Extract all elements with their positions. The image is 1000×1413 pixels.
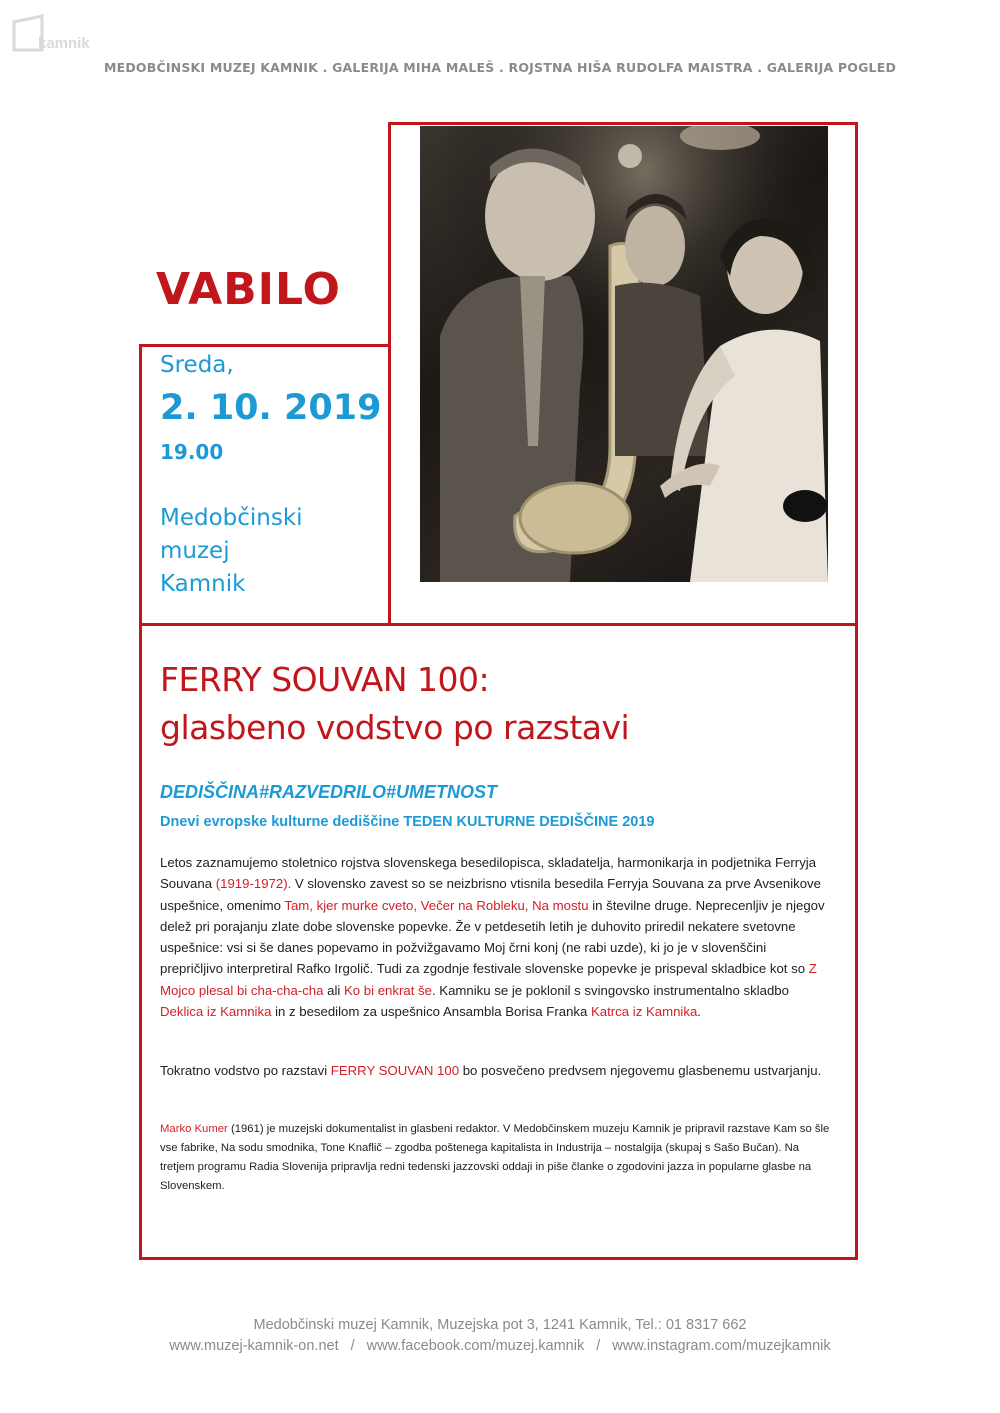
invitation-heading: VABILO xyxy=(156,264,341,315)
event-title-line1: FERRY SOUVAN 100: xyxy=(160,660,490,699)
song-highlight: Katrca iz Kamnika xyxy=(591,1004,698,1020)
website-link[interactable]: www.muzej-kamnik-on.net xyxy=(169,1338,339,1354)
instagram-link[interactable]: www.instagram.com/muzejkamnik xyxy=(612,1338,831,1354)
footer-separator: / xyxy=(350,1338,355,1354)
event-time: 19.00 xyxy=(160,440,224,464)
tour-paragraph xyxy=(160,1060,830,1081)
exhibition-highlight: FERRY SOUVAN 100 xyxy=(330,1063,460,1078)
facebook-link[interactable]: www.facebook.com/muzej.kamnik xyxy=(366,1338,585,1354)
text-run: . xyxy=(697,1004,701,1020)
event-date: 2. 10. 2019 xyxy=(160,388,382,428)
description-paragraph xyxy=(160,852,830,1022)
text-run: in z besedilom za uspešnico Ansambla Borisa Franka xyxy=(271,1004,591,1020)
text-run: Letos zaznamujemo stoletnico rojstva slovenskega besedilopisca, skladatelja, harmonikarja in podjetnika Ferryja Souvana xyxy=(160,855,817,892)
text-run: . Kamniku se je poklonil s svingovsko instrumentalno skladbo xyxy=(431,982,789,998)
place-line: Medobčinski xyxy=(160,505,303,531)
place-line: Kamnik xyxy=(160,571,246,597)
place-line: muzej xyxy=(160,538,230,564)
songs-highlight: Tam, kjer murke cveto, Večer na Robleku, Na mostu xyxy=(284,897,589,913)
text-run: V slovensko zavest so se neizbrisno vtisnila besedila Ferryja Souvana za prve Avsenikove uspešnice, omenimo xyxy=(160,876,821,913)
event-title xyxy=(160,656,629,752)
event-title-line2: glasbeno vodstvo po razstavi xyxy=(160,708,630,747)
guide-bio-paragraph xyxy=(160,1120,830,1196)
institutions-header: MEDOBČINSKI MUZEJ KAMNIK . GALERIJA MIHA MALEŠ . ROJSTNA HIŠA RUDOLFA MAISTRA . GALERIJA POGLED xyxy=(103,60,897,75)
text-run: ali xyxy=(323,982,344,998)
footer-separator: / xyxy=(596,1338,601,1354)
logo-text: kamnik xyxy=(38,35,90,52)
text-run: in številne druge. Neprecenljiv je njegov delež pri porajanju zlate dobe slovenske popevke. Že v petdesetih letih je duhovito priredil nekatere svetovne uspešnice: vsi si še danes popevamo in požvižgavamo Moj črni konj (ne rabi uzde), ki jo je v slovenščini prepričljivo interpretiral Rafko Irgolič. Tudi za zgodnje festivale slovenske popevke je prispeval skladbice kot so xyxy=(160,897,825,977)
saxophone-photo xyxy=(420,126,828,582)
text-run: (1961) je muzejski dokumentalist in glasbeni redaktor. V Medobčinskem muzeju Kamnik je pripravil razstave Kam so šle vse fabrike, Na sodu smodnika, Tone Knaflič – zgodba poštenega kapitalista in Industrija – nostalgija (skupaj s Sašo Bučan). Na tretjem programu Radia Slovenija pripravlja redni tedenski jazzovski oddaji in piše članke o zgodovini jazza in popularne glasbe na Slovenskem. xyxy=(160,1123,830,1192)
song-highlight: Z Mojco plesal bi cha-cha-cha xyxy=(160,961,817,998)
event-subtitle: Dnevi evropske kulturne dediščine TEDEN KULTURNE DEDIŠČINE 2019 xyxy=(160,814,655,830)
text-run: Tokratno vodstvo po razstavi xyxy=(160,1063,331,1078)
event-hashtags: DEDIŠČINA#RAZVEDRILO#UMETNOST xyxy=(160,782,498,802)
event-day: Sreda, xyxy=(160,352,234,378)
song-highlight: Deklica iz Kamnika xyxy=(160,1004,272,1020)
footer-links xyxy=(0,1338,1000,1354)
years-highlight: (1919-1972). xyxy=(215,876,292,892)
kamnik-logo xyxy=(8,10,108,56)
song-highlight: Ko bi enkrat še xyxy=(344,982,432,998)
text-run: bo posvečeno predvsem njegovemu glasbenemu ustvarjanju. xyxy=(459,1063,822,1078)
event-place xyxy=(160,502,303,601)
footer-address: Medobčinski muzej Kamnik, Muzejska pot 3, 1241 Kamnik, Tel.: 01 8317 662 xyxy=(253,1317,747,1333)
guide-name: Marko Kumer xyxy=(160,1123,228,1135)
